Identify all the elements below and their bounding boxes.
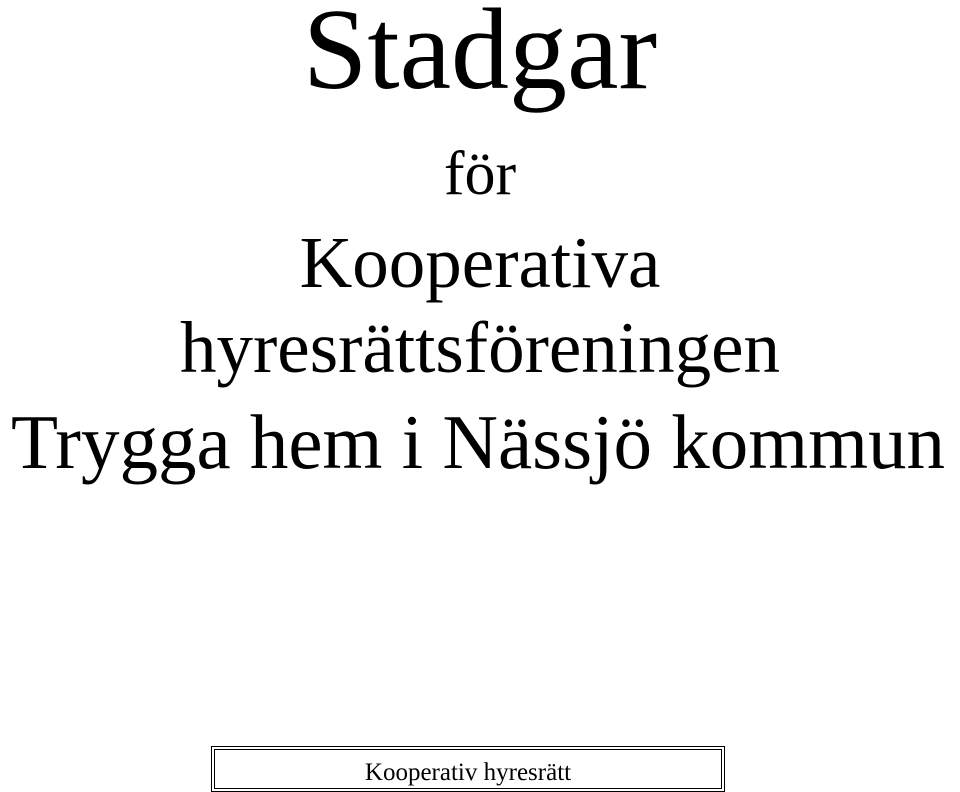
- title-line-forening: hyresrättsföreningen: [179, 307, 780, 388]
- title-line-organization-name: Trygga hem i Nässjö kommun: [10, 399, 945, 485]
- title-line-for: för: [443, 140, 517, 208]
- document-title: Stadgar: [302, 0, 658, 114]
- title-line-kooperativa: Kooperativa: [299, 222, 661, 303]
- footer-box: [211, 746, 725, 792]
- footer-text: Kooperativ hyresrätt: [364, 759, 572, 786]
